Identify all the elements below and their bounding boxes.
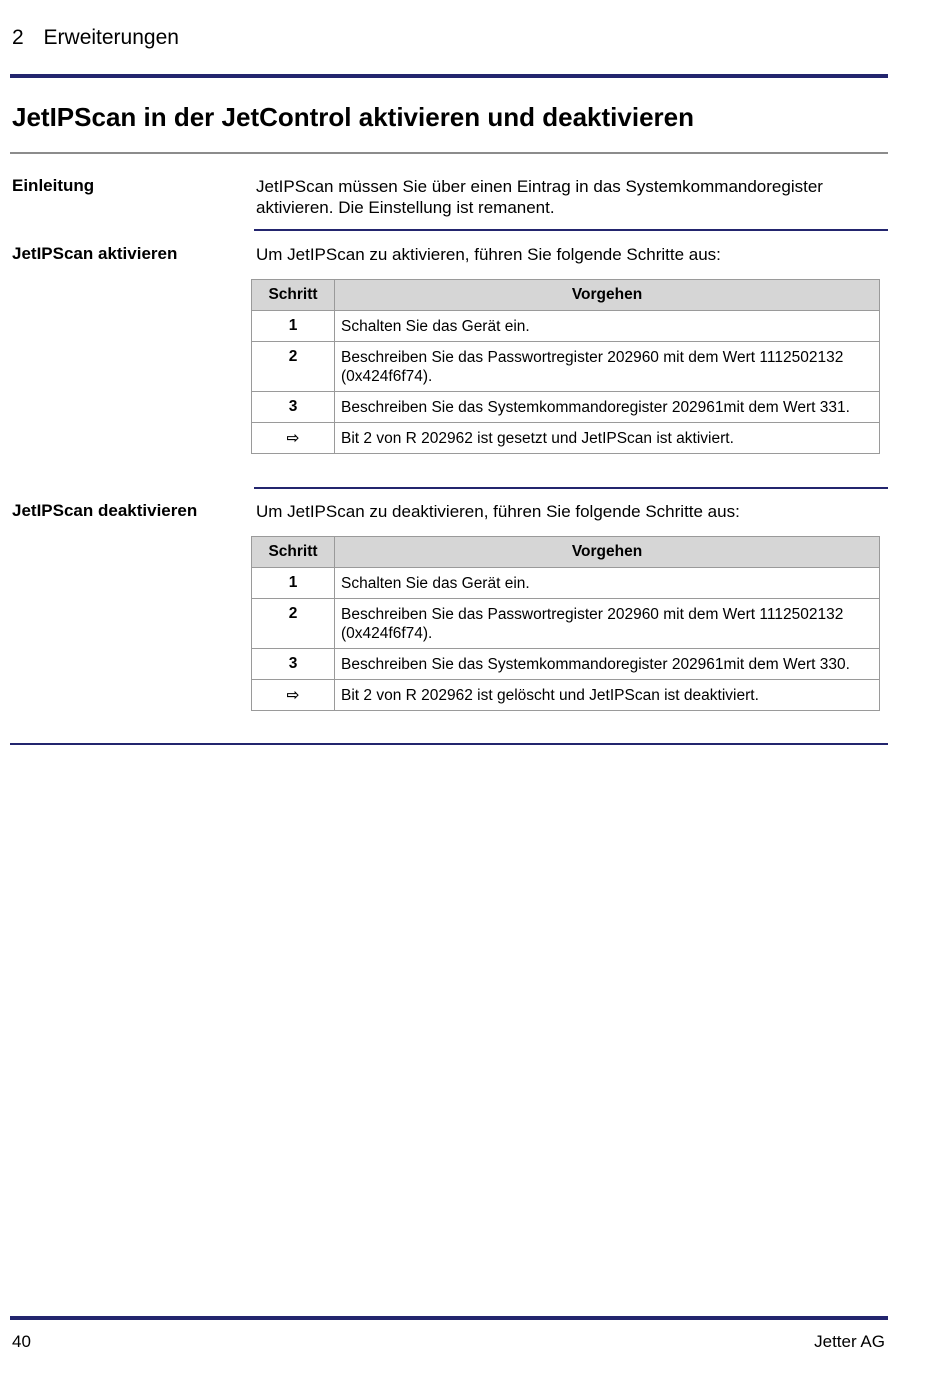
intro-rule xyxy=(254,229,888,231)
activate-rule xyxy=(254,487,888,489)
page-title: JetIPScan in der JetControl aktivieren und deaktivieren xyxy=(12,102,694,132)
result-arrow-icon: ⇨ xyxy=(252,680,335,711)
running-header xyxy=(12,26,179,50)
step-action: Beschreiben Sie das Systemkommandoregister 202961mit dem Wert 330. xyxy=(335,649,880,680)
table-row xyxy=(252,423,880,454)
step-action: Beschreiben Sie das Passwortregister 202960 mit dem Wert 1112502132 (0x424f6f74). xyxy=(335,342,880,392)
footer-company: Jetter AG xyxy=(814,1332,885,1351)
table-row xyxy=(252,392,880,423)
table-row xyxy=(252,599,880,649)
step-number: 3 xyxy=(252,392,335,423)
table-header-row xyxy=(252,537,880,568)
activate-text: Um JetIPScan zu aktivieren, führen Sie folgende Schritte aus: xyxy=(256,245,721,264)
step-action: Beschreiben Sie das Passwortregister 202960 mit dem Wert 1112502132 (0x424f6f74). xyxy=(335,599,880,649)
table-row xyxy=(252,342,880,392)
step-result: Bit 2 von R 202962 ist gesetzt und JetIPScan ist aktiviert. xyxy=(335,423,880,454)
footer-rule xyxy=(10,1316,888,1320)
deactivate-label: JetIPScan deaktivieren xyxy=(12,501,198,520)
step-number: 2 xyxy=(252,599,335,649)
chapter-number: 2 xyxy=(12,26,24,49)
step-action: Beschreiben Sie das Systemkommandoregister 202961mit dem Wert 331. xyxy=(335,392,880,423)
step-number: 3 xyxy=(252,649,335,680)
table-row xyxy=(252,311,880,342)
intro-text: JetIPScan müssen Sie über einen Eintrag in das Systemkommandoregister aktivieren. Die Einstellung ist remanent. xyxy=(256,177,823,217)
section-end-rule xyxy=(10,743,888,745)
col-step-header: Schritt xyxy=(252,537,335,568)
deactivate-text: Um JetIPScan zu deaktivieren, führen Sie folgende Schritte aus: xyxy=(256,502,740,521)
table-row xyxy=(252,568,880,599)
step-number: 2 xyxy=(252,342,335,392)
col-action-header: Vorgehen xyxy=(335,280,880,311)
activate-steps-table xyxy=(251,279,880,454)
table-row xyxy=(252,680,880,711)
col-step-header: Schritt xyxy=(252,280,335,311)
result-arrow-icon: ⇨ xyxy=(252,423,335,454)
activate-label: JetIPScan aktivieren xyxy=(12,244,178,263)
col-action-header: Vorgehen xyxy=(335,537,880,568)
step-number: 1 xyxy=(252,311,335,342)
step-number: 1 xyxy=(252,568,335,599)
page-number: 40 xyxy=(12,1332,31,1351)
table-header-row xyxy=(252,280,880,311)
chapter-title: Erweiterungen xyxy=(43,26,179,49)
step-action: Schalten Sie das Gerät ein. xyxy=(335,568,880,599)
header-rule xyxy=(10,74,888,78)
intro-label: Einleitung xyxy=(12,176,95,195)
deactivate-steps-table xyxy=(251,536,880,711)
step-action: Schalten Sie das Gerät ein. xyxy=(335,311,880,342)
step-result: Bit 2 von R 202962 ist gelöscht und JetIPScan ist deaktiviert. xyxy=(335,680,880,711)
title-rule xyxy=(10,152,888,154)
table-row xyxy=(252,649,880,680)
